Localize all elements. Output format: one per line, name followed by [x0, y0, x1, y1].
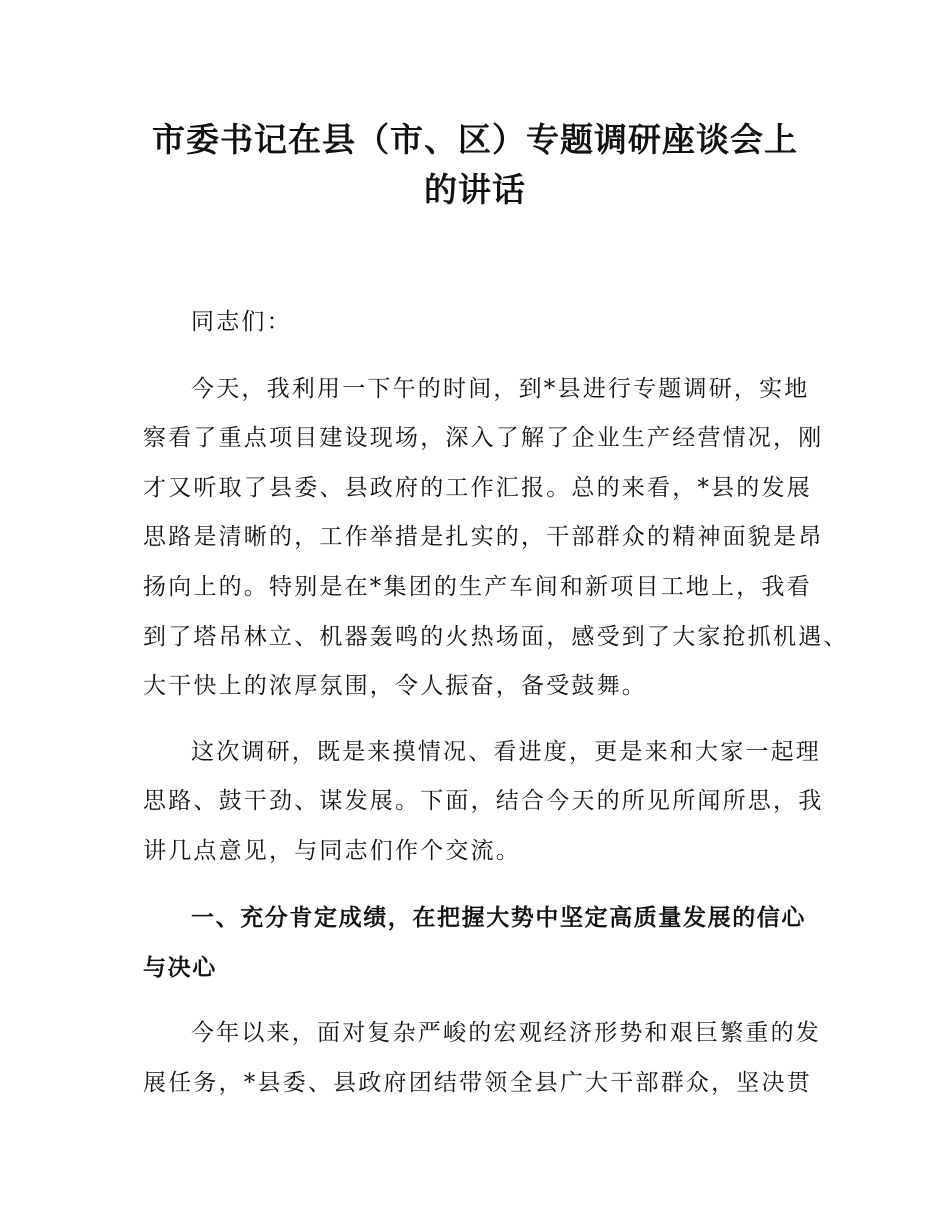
paragraph-2-line: 讲几点意见，与同志们作个交流。: [143, 838, 521, 864]
paragraph-1-line: 思路是清晰的，工作举措是扎实的，干部群众的精神面貌是昂: [143, 524, 824, 550]
paragraph-1-line: 扬向上的。特别是在*集团的生产车间和新项目工地上，我看: [143, 574, 812, 600]
title-line-2: 的讲话: [424, 170, 526, 209]
paragraph-1-line: 大干快上的浓厚氛围，令人振奋，备受鼓舞。: [143, 673, 647, 699]
salutation: 同志们：: [191, 309, 292, 335]
title-line-1: 市委书记在县（市、区）专题调研座谈会上: [152, 120, 798, 159]
section-heading-line: 与决心: [143, 954, 217, 981]
paragraph-1-line: 今天，我利用一下午的时间，到*县进行专题调研，实地: [191, 376, 810, 402]
paragraph-1-line: 到了塔吊林立、机器轰鸣的火热场面，感受到了大家抢抓机遇、: [143, 624, 849, 650]
paragraph-2-line: 这次调研，既是来摸情况、看进度，更是来和大家一起理: [191, 739, 821, 765]
paragraph-2-line: 思路、鼓干劲、谋发展。下面，结合今天的所见所闻所思，我: [143, 788, 824, 814]
paragraph-1-line: 才又听取了县委、县政府的工作汇报。总的来看，*县的发展: [143, 475, 812, 501]
paragraph-1-line: 察看了重点项目建设现场，深入了解了企业生产经营情况，刚: [143, 425, 824, 451]
paragraph-3-line: 今年以来，面对复杂严峻的宏观经济形势和艰巨繁重的发: [191, 1020, 821, 1046]
section-heading-line: 一、充分肯定成绩，在把握大势中坚定高质量发展的信心: [191, 904, 806, 931]
paragraph-3-line: 展任务，*县委、县政府团结带领全县广大干部群众，坚决贯: [143, 1070, 812, 1096]
